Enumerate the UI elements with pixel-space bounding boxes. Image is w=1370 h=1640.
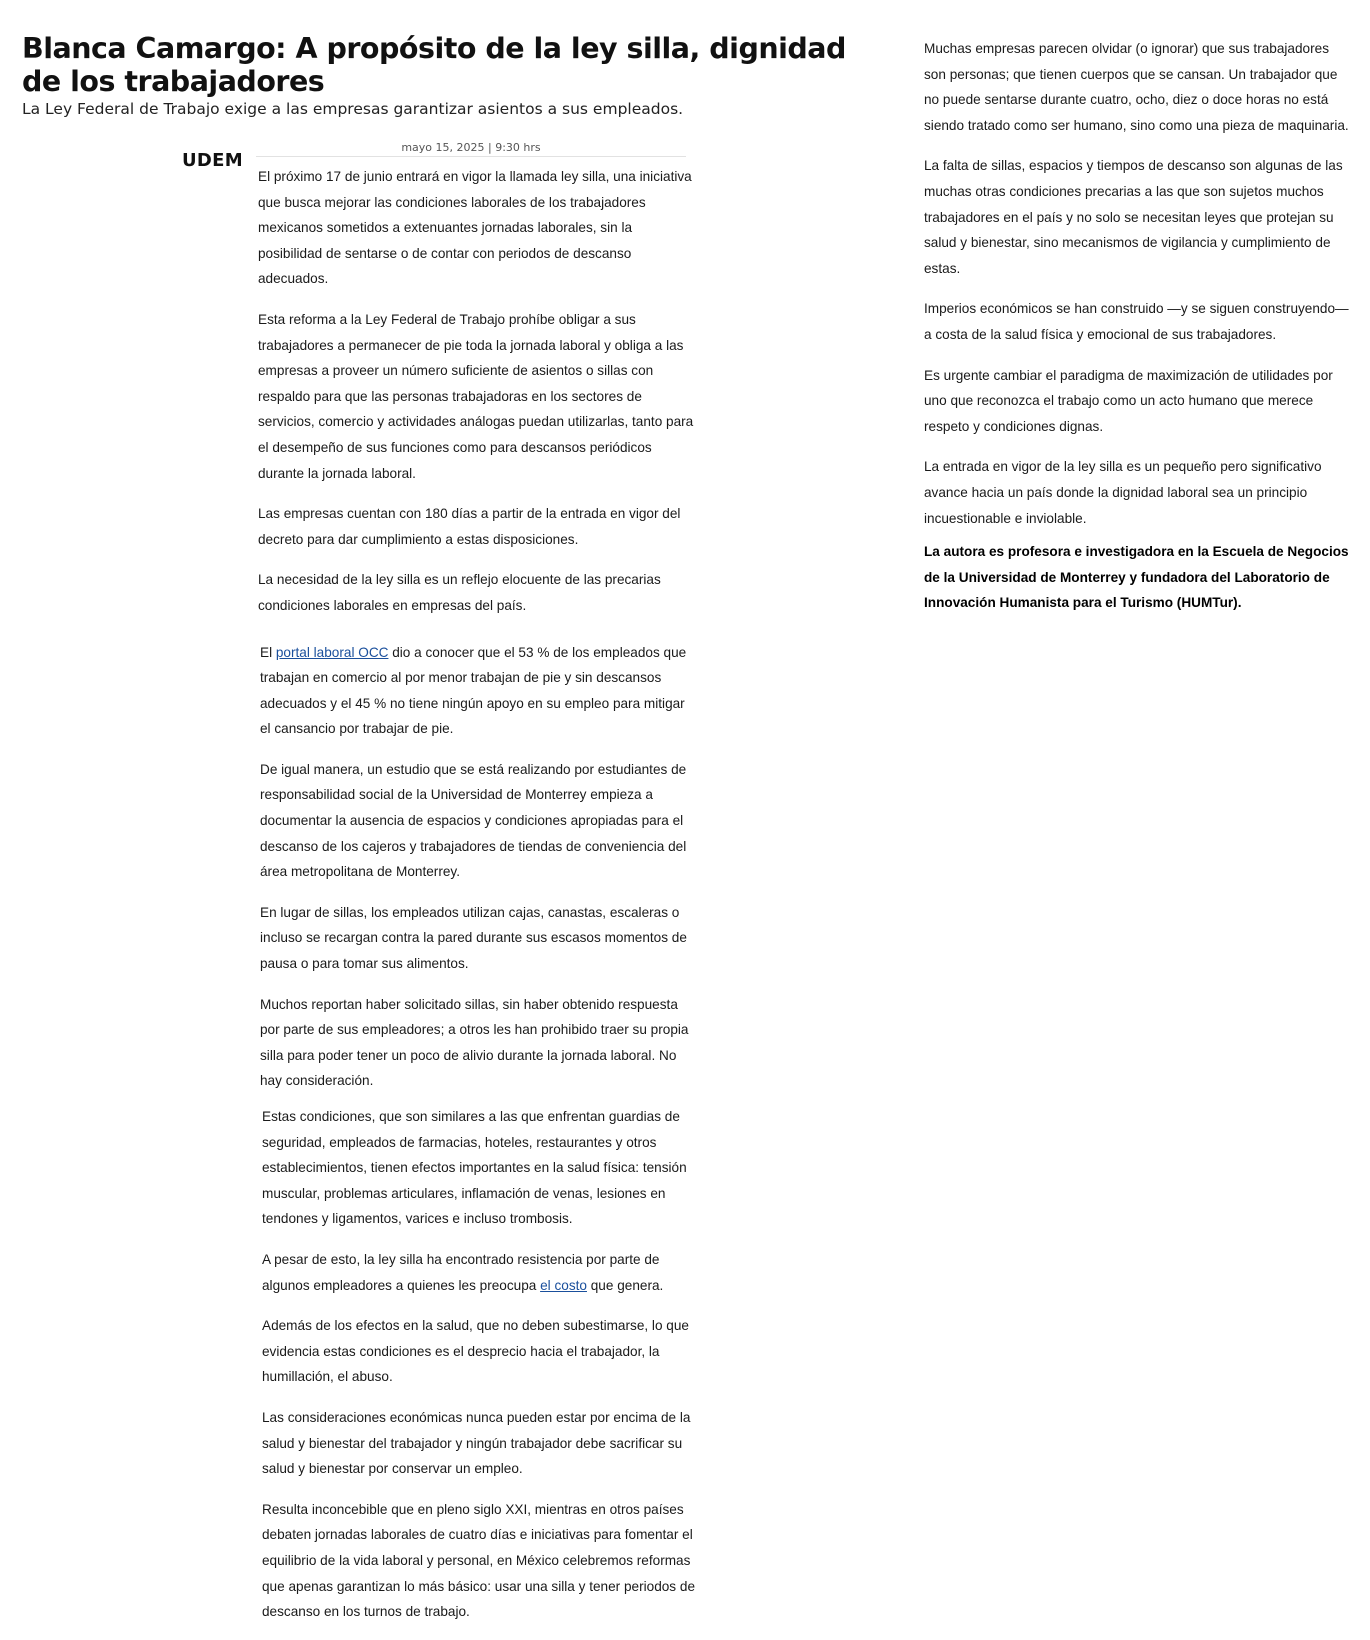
body-paragraph: Las consideraciones económicas nunca pueden estar por encima de la salud y bienestar del trabajador y ningún trabajador debe sacrificar su salud y bienestar por conservar un empleo. bbox=[262, 1409, 691, 1477]
body-paragraph: El próximo 17 de junio entrará en vigor la llamada ley silla, una iniciativa que busca mejorar las condiciones laborales de los trabajadores mexicanos sometidos a extenuantes jornadas laborales, sin la posibilidad de sentarse o de contar con periodos de descanso adecuados. bbox=[258, 169, 692, 287]
body-paragraph: La falta de sillas, espacios y tiempos de descanso son algunas de las muchas otras condiciones precarias a las que son sujetos muchos trabajadores en el país y no solo se necesitan leyes que protejan su salud y bienestar, sino mecanismos de vigilancia y cumplimiento de estas. bbox=[924, 158, 1343, 276]
body-paragraph: La necesidad de la ley silla es un reflejo elocuente de las precarias condiciones laborales en empresas del país. bbox=[258, 572, 661, 613]
paragraph-text: A pesar de esto, la ley silla ha encontrado resistencia por parte de algunos empleadores a quienes les preocupa bbox=[262, 1251, 660, 1293]
article-title: Blanca Camargo: A propósito de la ley silla, dignidad de los trabajadores bbox=[22, 32, 846, 98]
body-paragraph: Muchas empresas parecen olvidar (o ignorar) que sus trabajadores son personas; que tienen cuerpos que se cansan. Un trabajador que no puede sentarse durante cuatro, ocho, diez o doce horas no está siendo tratado como ser humano, sino como una pieza de maquinaria. bbox=[924, 41, 1349, 133]
occ-portal-link[interactable]: portal laboral OCC bbox=[275, 644, 389, 660]
cost-link[interactable]: el costo bbox=[540, 1277, 587, 1293]
body-paragraph: Además de los efectos en la salud, que no deben subestimarse, lo que evidencia estas condiciones es el desprecio hacia el trabajador, la humillación, el abuso. bbox=[262, 1318, 689, 1385]
article-body-continued bbox=[924, 36, 1352, 631]
body-paragraph: Resulta inconcebible que en pleno siglo XXI, mientras en otros países debaten jornadas laborales de cuatro días e iniciativas para fomentar el equilibrio de la vida laboral y personal, en México celebremos reformas que apenas garantizan lo más básico: usar una silla y tener periodos de descanso en los turnos de trabajo. bbox=[262, 1501, 696, 1620]
article-subtitle: La Ley Federal de Trabajo exige a las empresas garantizar asientos a sus empleados. bbox=[22, 100, 684, 118]
paragraph-text: El bbox=[260, 644, 276, 660]
source-logo: UDEM bbox=[182, 150, 243, 171]
paragraph-text: que genera. bbox=[586, 1277, 664, 1293]
body-paragraph: Estas condiciones, que son similares a las que enfrentan guardias de seguridad, empleados de farmacias, hoteles, restaurantes y otros establecimientos, tienen efectos importantes en la salud física: tensión muscular, problemas articulares, inflamación de venas, lesiones en tendones y ligamentos, varices e incluso trombosis. bbox=[262, 1109, 687, 1227]
body-paragraph: Esta reforma a la Ley Federal de Trabajo prohíbe obligar a sus trabajadores a permanecer de pie toda la jornada laboral y obliga a las empresas a proveer un número suficiente de asientos o sillas con respaldo para que las personas trabajadoras en los sectores de servicios, comercio y actividades análogas puedan utilizarlas, tanto para el desempeño de sus funciones como para descansos periódicos durante la jornada laboral. bbox=[258, 311, 694, 481]
paragraph-text: dio a conocer que el 53 % de los empleados que trabajan en comercio al por menor trabajan de pie y sin descansos adecuados y el 45 % no tiene ningún apoyo en su empleo para mitigar el cansancio por trabajar de pie. bbox=[260, 644, 687, 737]
body-paragraph bbox=[258, 1247, 696, 1298]
body-paragraph: Imperios económicos se han construido —y se siguen construyendo— a costa de la salud física y emocional de sus trabajadores. bbox=[924, 301, 1349, 342]
author-bio: La autora es profesora e investigadora en la Escuela de Negocios de la Universidad de Monterrey y fundadora del Laboratorio de Innovación Humanista para el Turismo (HUMTur). bbox=[924, 544, 1349, 611]
article-body-main bbox=[258, 164, 696, 1640]
body-paragraph bbox=[258, 640, 696, 742]
body-paragraph: Las empresas cuentan con 180 días a partir de la entrada en vigor del decreto para dar cumplimiento a estas disposiciones. bbox=[258, 506, 681, 547]
publish-dateline: mayo 15, 2025 | 9:30 hrs bbox=[256, 141, 686, 157]
body-paragraph: En lugar de sillas, los empleados utilizan cajas, canastas, escaleras o incluso se recargan contra la pared durante sus escasos momentos de pausa o para tomar sus alimentos. bbox=[260, 904, 687, 972]
body-paragraph: De igual manera, un estudio que se está realizando por estudiantes de responsabilidad social de la Universidad de Monterrey empieza a documentar la ausencia de espacios y condiciones apropiadas para el descanso de los cajeros y trabajadores de tiendas de conveniencia del área metropolitana de Monterrey. bbox=[260, 761, 687, 880]
body-paragraph: La entrada en vigor de la ley silla es un pequeño pero significativo avance hacia un país donde la dignidad laboral sea un principio incuestionable e inviolable. bbox=[924, 459, 1322, 526]
body-paragraph: Muchos reportan haber solicitado sillas, sin haber obtenido respuesta por parte de sus empleadores; a otros les han prohibido traer su propia silla para poder tener un poco de alivio durante la jornada laboral. No hay consideración. bbox=[260, 996, 689, 1089]
body-paragraph: Es urgente cambiar el paradigma de maximización de utilidades por uno que reconozca el trabajo como un acto humano que merece respeto y condiciones dignas. bbox=[924, 367, 1333, 434]
